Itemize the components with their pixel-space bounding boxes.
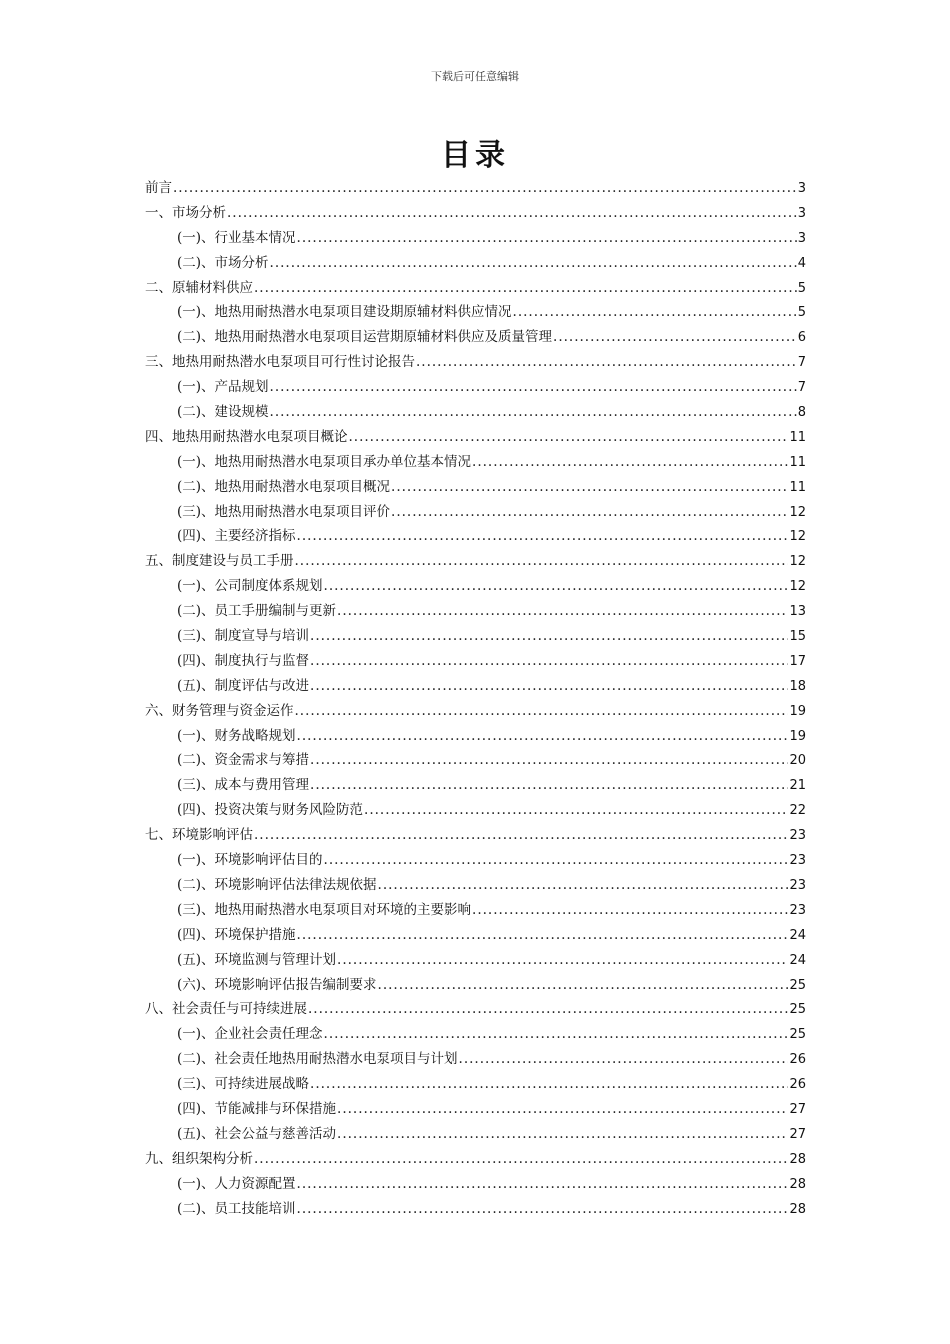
dot-leader	[297, 1172, 789, 1197]
toc-entry-label: (一)、地热用耐热潜水电泵项目承办单位基本情况	[177, 453, 472, 470]
toc-entry-page-number: 17	[789, 653, 806, 669]
dot-leader	[337, 599, 788, 624]
toc-entry-label: (四)、主要经济指标	[177, 528, 296, 545]
toc-entry-label: 二、原辅材料供应	[145, 279, 253, 296]
toc-entry-label: (二)、员工手册编制与更新	[177, 603, 337, 620]
toc-subentry[interactable]	[145, 1047, 806, 1072]
toc-subentry[interactable]	[145, 1097, 806, 1122]
toc-entry-page-number: 7	[797, 355, 806, 371]
toc-entry[interactable]	[145, 699, 806, 724]
toc-subentry[interactable]	[145, 574, 806, 599]
toc-subentry[interactable]	[145, 251, 806, 276]
toc-entry-page-number: 25	[789, 1002, 806, 1018]
toc-entry-label: (三)、制度宣导与培训	[177, 628, 310, 645]
toc-entry[interactable]	[145, 350, 806, 375]
toc-entry-label: (一)、行业基本情况	[177, 229, 296, 246]
dot-leader	[391, 500, 788, 525]
dot-leader	[254, 276, 797, 301]
toc-entry-label: (二)、市场分析	[177, 254, 269, 271]
toc-entry-page-number: 25	[789, 977, 806, 993]
toc-entry-page-number: 3	[797, 181, 806, 196]
toc-entry[interactable]	[145, 176, 806, 201]
dot-leader	[472, 450, 788, 475]
toc-entry-label: (一)、财务战略规划	[177, 727, 296, 744]
toc-entry[interactable]	[145, 823, 806, 848]
toc-entry-page-number: 12	[789, 504, 806, 520]
toc-entry[interactable]	[145, 425, 806, 450]
page-header: 下载后可任意编辑	[431, 70, 519, 83]
dot-leader	[337, 1097, 788, 1122]
toc-entry-page-number: 28	[789, 1201, 806, 1217]
dot-leader	[337, 948, 788, 973]
toc-entry-label: 三、地热用耐热潜水电泵项目可行性讨论报告	[145, 354, 415, 371]
toc-entry-label: (一)、地热用耐热潜水电泵项目建设期原辅材料供应情况	[177, 304, 512, 321]
toc-entry-label: (四)、制度执行与监督	[177, 652, 310, 669]
dot-leader	[310, 674, 788, 699]
toc-entry-page-number: 15	[789, 629, 806, 645]
toc-entry-page-number: 23	[789, 877, 806, 893]
toc-entry-page-number: 11	[789, 429, 806, 445]
toc-subentry[interactable]	[145, 748, 806, 773]
toc-entry-page-number: 22	[789, 803, 806, 819]
toc-entry-page-number: 18	[789, 678, 806, 694]
toc-entry-page-number: 25	[789, 1027, 806, 1043]
toc-subentry[interactable]	[145, 973, 806, 998]
toc-subentry[interactable]	[145, 375, 806, 400]
toc-entry-page-number: 12	[789, 529, 806, 545]
dot-leader	[297, 226, 797, 251]
dot-leader	[310, 1072, 788, 1097]
dot-leader	[270, 251, 797, 276]
toc-subentry[interactable]	[145, 475, 806, 500]
dot-leader	[310, 624, 788, 649]
toc-subentry[interactable]	[145, 1172, 806, 1197]
toc-entry-label: (三)、地热用耐热潜水电泵项目评价	[177, 503, 391, 520]
dot-leader	[270, 375, 797, 400]
dot-leader	[308, 997, 788, 1022]
toc-entry-page-number: 12	[789, 579, 806, 595]
dot-leader	[295, 699, 789, 724]
toc-subentry[interactable]	[145, 1022, 806, 1047]
toc-entry-label: 五、制度建设与员工手册	[145, 553, 294, 570]
toc-entry-page-number: 28	[789, 1176, 806, 1192]
toc-entry-page-number: 11	[789, 454, 806, 470]
dot-leader	[337, 1122, 788, 1147]
toc-entry-label: (二)、环境影响评估法律法规依据	[177, 876, 377, 893]
toc-entry-label: 八、社会责任与可持续进展	[145, 1001, 307, 1018]
toc-entry-label: (二)、建设规模	[177, 404, 269, 421]
toc-entry-label: 六、财务管理与资金运作	[145, 702, 294, 719]
dot-leader	[173, 176, 797, 201]
toc-entry-page-number: 27	[789, 1126, 806, 1142]
toc-subentry[interactable]	[145, 948, 806, 973]
toc-entry-label: (一)、人力资源配置	[177, 1175, 296, 1192]
toc-entry-label: (六)、环境影响评估报告编制要求	[177, 976, 377, 993]
dot-leader	[378, 873, 789, 898]
toc-subentry[interactable]	[145, 724, 806, 749]
toc-entry-label: (四)、节能减排与环保措施	[177, 1100, 337, 1117]
toc-subentry[interactable]	[145, 848, 806, 873]
toc-entry-page-number: 26	[789, 1052, 806, 1068]
toc-entry-label: (二)、资金需求与筹措	[177, 752, 310, 769]
toc-entry-page-number: 23	[789, 902, 806, 918]
dot-leader	[270, 400, 797, 425]
toc-entry-label: (二)、地热用耐热潜水电泵项目概况	[177, 478, 391, 495]
toc-entry-page-number: 7	[797, 380, 806, 396]
toc-subentry[interactable]	[145, 1197, 806, 1222]
toc-subentry[interactable]	[145, 500, 806, 525]
toc-entry-page-number: 3	[797, 205, 806, 221]
dot-leader	[459, 1047, 789, 1072]
toc-entry-label: (一)、产品规划	[177, 379, 269, 396]
toc-entry-label: 七、环境影响评估	[145, 827, 253, 844]
toc-entry-page-number: 23	[789, 828, 806, 844]
toc-entry[interactable]	[145, 549, 806, 574]
dot-leader	[310, 649, 788, 674]
toc-entry-label: (五)、社会公益与慈善活动	[177, 1125, 337, 1142]
toc-entry-page-number: 11	[789, 479, 806, 495]
dot-leader	[416, 350, 797, 375]
toc-entry-page-number: 23	[789, 853, 806, 869]
table-of-contents	[145, 176, 806, 1221]
dot-leader	[349, 425, 789, 450]
toc-entry-label: 一、市场分析	[145, 204, 226, 221]
toc-entry-label: 九、组织架构分析	[145, 1150, 253, 1167]
toc-title: 目录	[441, 138, 509, 173]
dot-leader	[254, 823, 788, 848]
toc-entry-page-number: 27	[789, 1101, 806, 1117]
toc-subentry[interactable]	[145, 1072, 806, 1097]
toc-subentry[interactable]	[145, 773, 806, 798]
toc-entry[interactable]	[145, 997, 806, 1022]
toc-entry-label: 前言	[145, 180, 172, 196]
toc-entry-label: (二)、员工技能培训	[177, 1200, 296, 1217]
toc-entry-page-number: 3	[797, 230, 806, 246]
toc-entry-page-number: 12	[789, 554, 806, 570]
dot-leader	[472, 898, 788, 923]
toc-entry-page-number: 8	[797, 405, 806, 421]
toc-entry-label: (三)、成本与费用管理	[177, 777, 310, 794]
toc-entry-page-number: 5	[797, 305, 806, 321]
dot-leader	[295, 549, 789, 574]
toc-entry-page-number: 20	[789, 753, 806, 769]
dot-leader	[297, 923, 789, 948]
toc-entry-label: (一)、环境影响评估目的	[177, 852, 323, 869]
toc-entry-page-number: 24	[789, 927, 806, 943]
toc-subentry[interactable]	[145, 226, 806, 251]
dot-leader	[297, 1197, 789, 1222]
toc-subentry[interactable]	[145, 400, 806, 425]
toc-entry-label: (一)、公司制度体系规划	[177, 578, 323, 595]
toc-entry-label: (五)、制度评估与改进	[177, 677, 310, 694]
toc-subentry[interactable]	[145, 325, 806, 350]
toc-subentry[interactable]	[145, 898, 806, 923]
toc-subentry[interactable]	[145, 450, 806, 475]
dot-leader	[364, 798, 788, 823]
dot-leader	[513, 300, 797, 325]
toc-subentry[interactable]	[145, 624, 806, 649]
toc-entry-page-number: 24	[789, 952, 806, 968]
toc-entry-label: 四、地热用耐热潜水电泵项目概论	[145, 428, 348, 445]
toc-entry-page-number: 28	[789, 1151, 806, 1167]
toc-entry-label: (二)、社会责任地热用耐热潜水电泵项目与计划	[177, 1051, 458, 1068]
toc-subentry[interactable]	[145, 798, 806, 823]
dot-leader	[324, 1022, 789, 1047]
dot-leader	[310, 748, 788, 773]
toc-entry-page-number: 4	[797, 255, 806, 271]
toc-entry[interactable]	[145, 201, 806, 226]
dot-leader	[553, 325, 797, 350]
toc-entry-page-number: 5	[797, 280, 806, 296]
toc-entry-label: (四)、环境保护措施	[177, 926, 296, 943]
toc-entry[interactable]	[145, 276, 806, 301]
toc-entry-page-number: 21	[789, 778, 806, 794]
toc-subentry[interactable]	[145, 1122, 806, 1147]
toc-entry-label: (三)、可持续进展战略	[177, 1076, 310, 1093]
toc-subentry[interactable]	[145, 599, 806, 624]
dot-leader	[297, 524, 789, 549]
toc-subentry[interactable]	[145, 873, 806, 898]
toc-subentry[interactable]	[145, 524, 806, 549]
toc-entry-page-number: 13	[789, 604, 806, 620]
dot-leader	[227, 201, 797, 226]
toc-subentry[interactable]	[145, 674, 806, 699]
toc-entry-label: (二)、地热用耐热潜水电泵项目运营期原辅材料供应及质量管理	[177, 329, 553, 346]
toc-entry[interactable]	[145, 1147, 806, 1172]
dot-leader	[324, 848, 789, 873]
dot-leader	[324, 574, 789, 599]
dot-leader	[254, 1147, 788, 1172]
toc-entry-page-number: 6	[797, 330, 806, 346]
toc-subentry[interactable]	[145, 649, 806, 674]
dot-leader	[391, 475, 788, 500]
toc-entry-page-number: 26	[789, 1077, 806, 1093]
toc-entry-label: (一)、企业社会责任理念	[177, 1026, 323, 1043]
dot-leader	[378, 973, 789, 998]
toc-entry-label: (四)、投资决策与财务风险防范	[177, 802, 364, 819]
toc-entry-label: (五)、环境监测与管理计划	[177, 951, 337, 968]
toc-entry-page-number: 19	[789, 703, 806, 719]
toc-subentry[interactable]	[145, 300, 806, 325]
dot-leader	[310, 773, 788, 798]
toc-subentry[interactable]	[145, 923, 806, 948]
toc-entry-label: (三)、地热用耐热潜水电泵项目对环境的主要影响	[177, 901, 472, 918]
dot-leader	[297, 724, 789, 749]
toc-entry-page-number: 19	[789, 728, 806, 744]
